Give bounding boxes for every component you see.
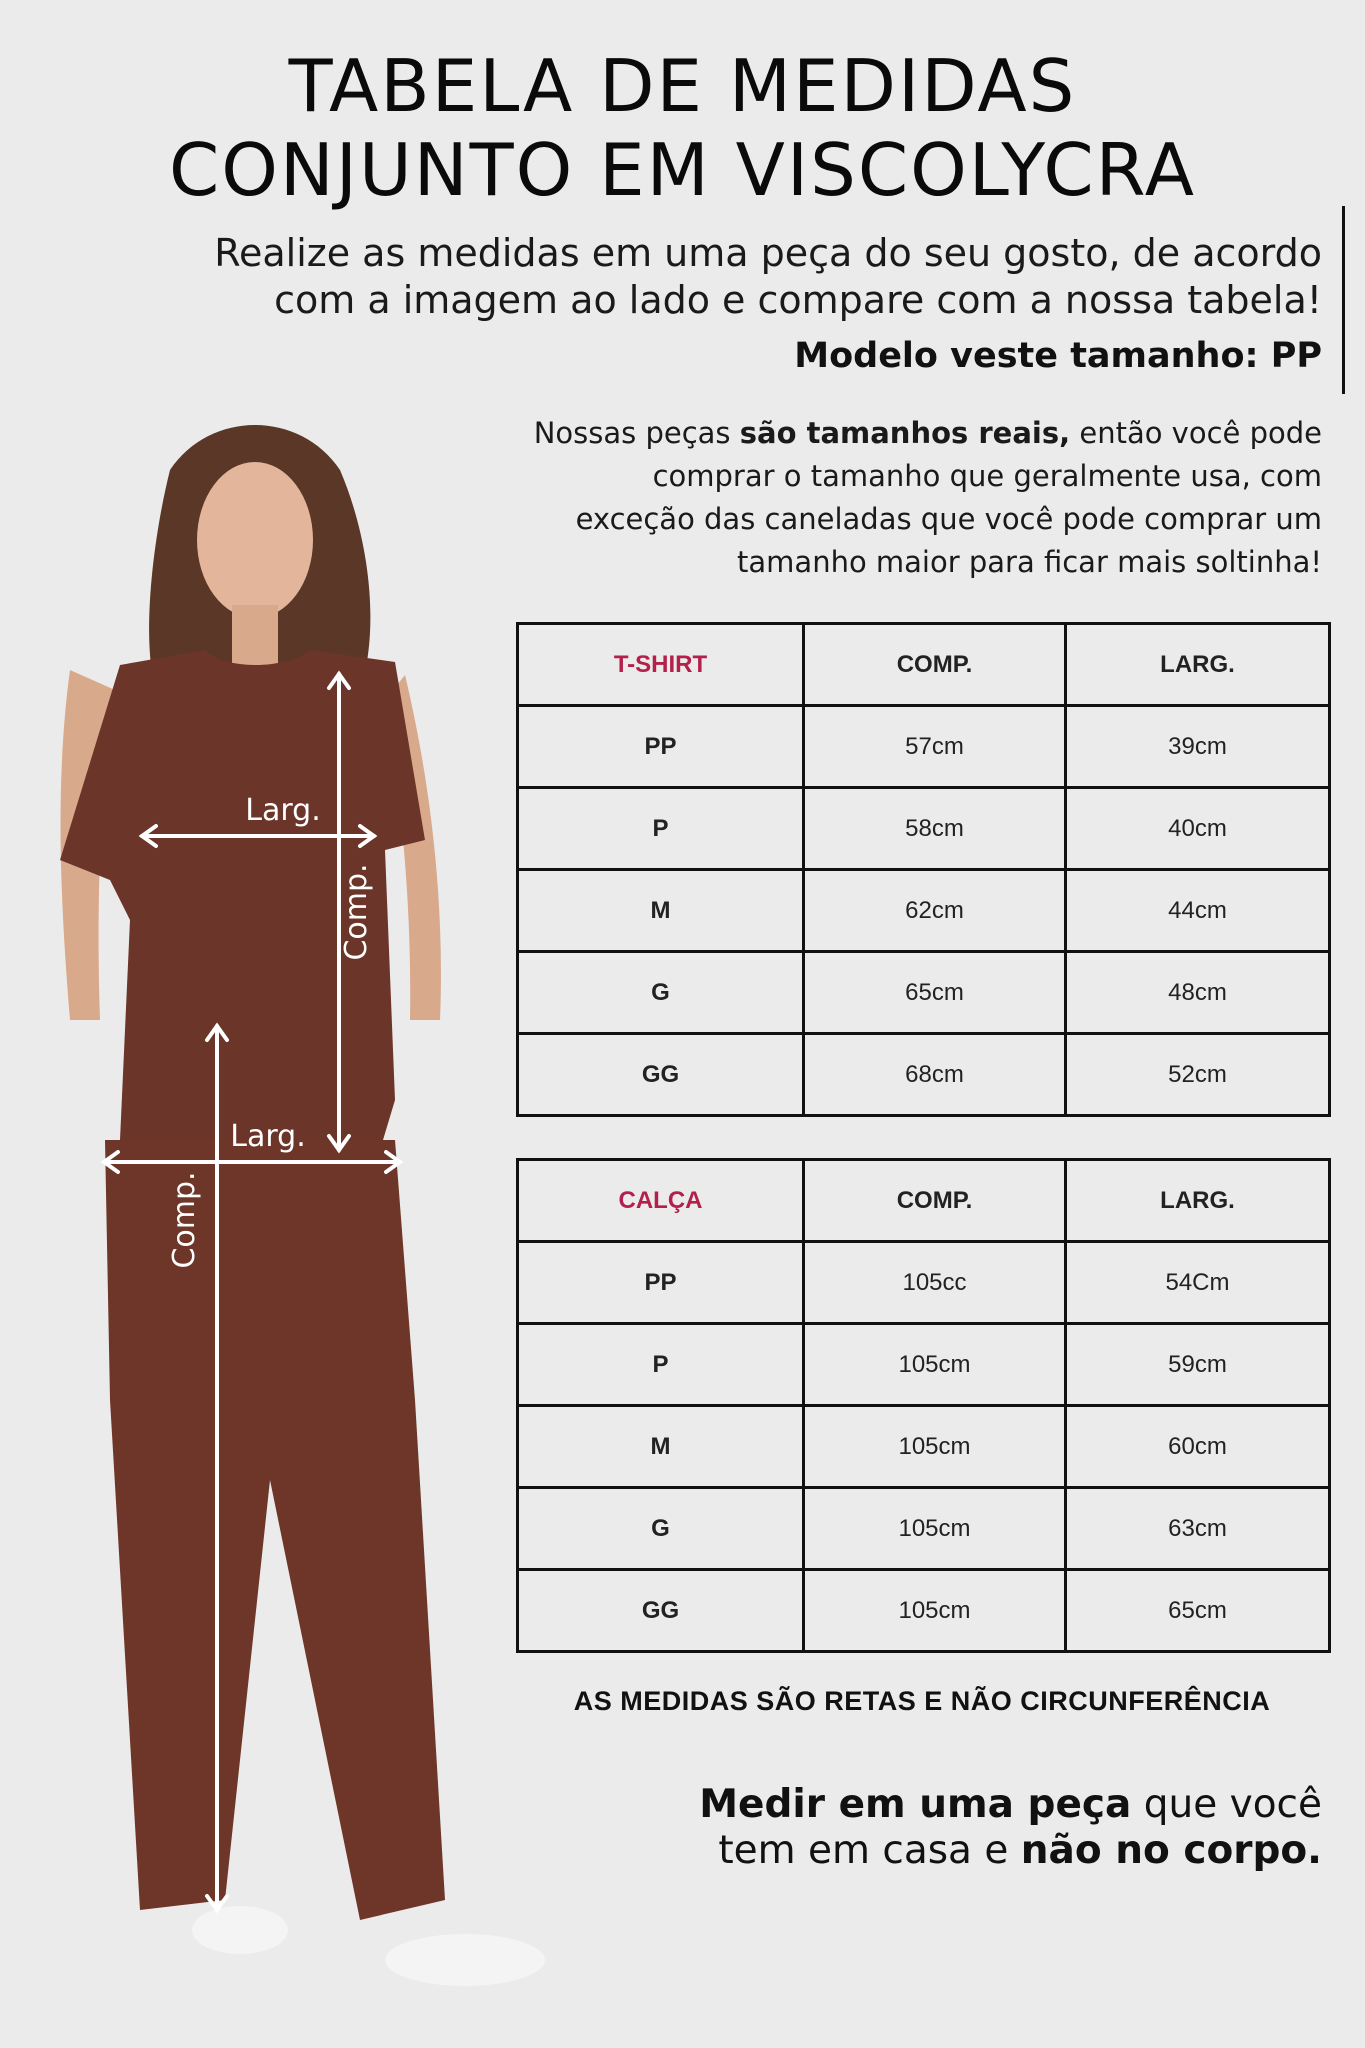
table-row	[518, 1406, 1330, 1488]
size-cell: P	[518, 788, 804, 870]
length-cell: 105cm	[804, 1570, 1066, 1652]
width-column-header: LARG.	[1066, 1160, 1330, 1242]
length-cell: 62cm	[804, 870, 1066, 952]
tshirt-size-table	[516, 622, 1331, 1117]
pants-width-label: Larg.	[230, 1119, 306, 1154]
note-line-1: Nossas peças são tamanhos reais, então você pode	[533, 416, 1322, 450]
length-cell: 68cm	[804, 1034, 1066, 1116]
width-cell: 44cm	[1066, 870, 1330, 952]
size-cell: G	[518, 1488, 804, 1570]
length-cell: 105cm	[804, 1488, 1066, 1570]
face-shape	[197, 462, 313, 618]
length-cell: 105cm	[804, 1406, 1066, 1488]
title-line-2: CONJUNTO EM VISCOLYCRA	[168, 128, 1196, 212]
length-cell: 65cm	[804, 952, 1066, 1034]
table-row	[518, 870, 1330, 952]
top-length-label: Comp.	[339, 863, 374, 961]
size-cell: G	[518, 952, 804, 1034]
table-row	[518, 1570, 1330, 1652]
width-cell: 39cm	[1066, 706, 1330, 788]
table-row	[518, 1034, 1330, 1116]
table-row	[518, 706, 1330, 788]
model-photo	[0, 400, 560, 2048]
page-title	[0, 44, 1365, 212]
intro-line-2: com a imagem ao lado e compare com a nossa tabela!	[274, 278, 1322, 322]
width-cell: 63cm	[1066, 1488, 1330, 1570]
width-column-header: LARG.	[1066, 624, 1330, 706]
accent-divider	[1342, 206, 1345, 394]
pants-length-label: Comp.	[167, 1171, 202, 1269]
size-cell: M	[518, 1406, 804, 1488]
width-cell: 48cm	[1066, 952, 1330, 1034]
width-cell: 52cm	[1066, 1034, 1330, 1116]
title-line-1: TABELA DE MEDIDAS	[288, 44, 1077, 128]
size-cell: GG	[518, 1034, 804, 1116]
neck-shape	[232, 605, 278, 665]
right-shoe	[385, 1934, 545, 1986]
width-cell: 40cm	[1066, 788, 1330, 870]
model-size-note: Modelo veste tamanho: PP	[794, 336, 1322, 376]
left-shoe	[192, 1906, 288, 1954]
measurement-footnote: AS MEDIDAS SÃO RETAS E NÃO CIRCUNFERÊNCIA	[573, 1686, 1271, 1716]
sizing-note	[462, 412, 1322, 584]
measuring-tip	[622, 1782, 1322, 1874]
intro-text	[102, 230, 1322, 324]
tip-line-2: tem em casa e não no corpo.	[718, 1828, 1322, 1873]
length-cell: 105cc	[804, 1242, 1066, 1324]
table-header-row	[518, 624, 1330, 706]
table-row	[518, 788, 1330, 870]
note-line-2: comprar o tamanho que geralmente usa, com	[652, 459, 1322, 493]
intro-line-1: Realize as medidas em uma peça do seu gosto, de acordo	[214, 231, 1322, 275]
width-cell: 65cm	[1066, 1570, 1330, 1652]
size-cell: PP	[518, 1242, 804, 1324]
size-cell: GG	[518, 1570, 804, 1652]
length-cell: 105cm	[804, 1324, 1066, 1406]
width-cell: 60cm	[1066, 1406, 1330, 1488]
table-row	[518, 1242, 1330, 1324]
length-cell: 58cm	[804, 788, 1066, 870]
length-cell: 57cm	[804, 706, 1066, 788]
table-header-row	[518, 1160, 1330, 1242]
size-cell: PP	[518, 706, 804, 788]
pants-category-header: CALÇA	[518, 1160, 804, 1242]
size-cell: P	[518, 1324, 804, 1406]
tshirt-category-header: T-SHIRT	[518, 624, 804, 706]
note-line-3: exceção das caneladas que você pode comprar um	[575, 502, 1322, 536]
pants-size-table	[516, 1158, 1331, 1653]
size-cell: M	[518, 870, 804, 952]
top-width-label: Larg.	[245, 793, 321, 828]
tip-line-1: Medir em uma peça que você	[699, 1782, 1322, 1827]
table-row	[518, 1324, 1330, 1406]
length-column-header: COMP.	[804, 624, 1066, 706]
width-cell: 54Cm	[1066, 1242, 1330, 1324]
note-line-4: tamanho maior para ficar mais soltinha!	[737, 545, 1322, 579]
width-cell: 59cm	[1066, 1324, 1330, 1406]
table-row	[518, 1488, 1330, 1570]
pants-shape	[105, 1140, 445, 1920]
table-row	[518, 952, 1330, 1034]
model-illustration	[0, 400, 560, 2048]
length-column-header: COMP.	[804, 1160, 1066, 1242]
